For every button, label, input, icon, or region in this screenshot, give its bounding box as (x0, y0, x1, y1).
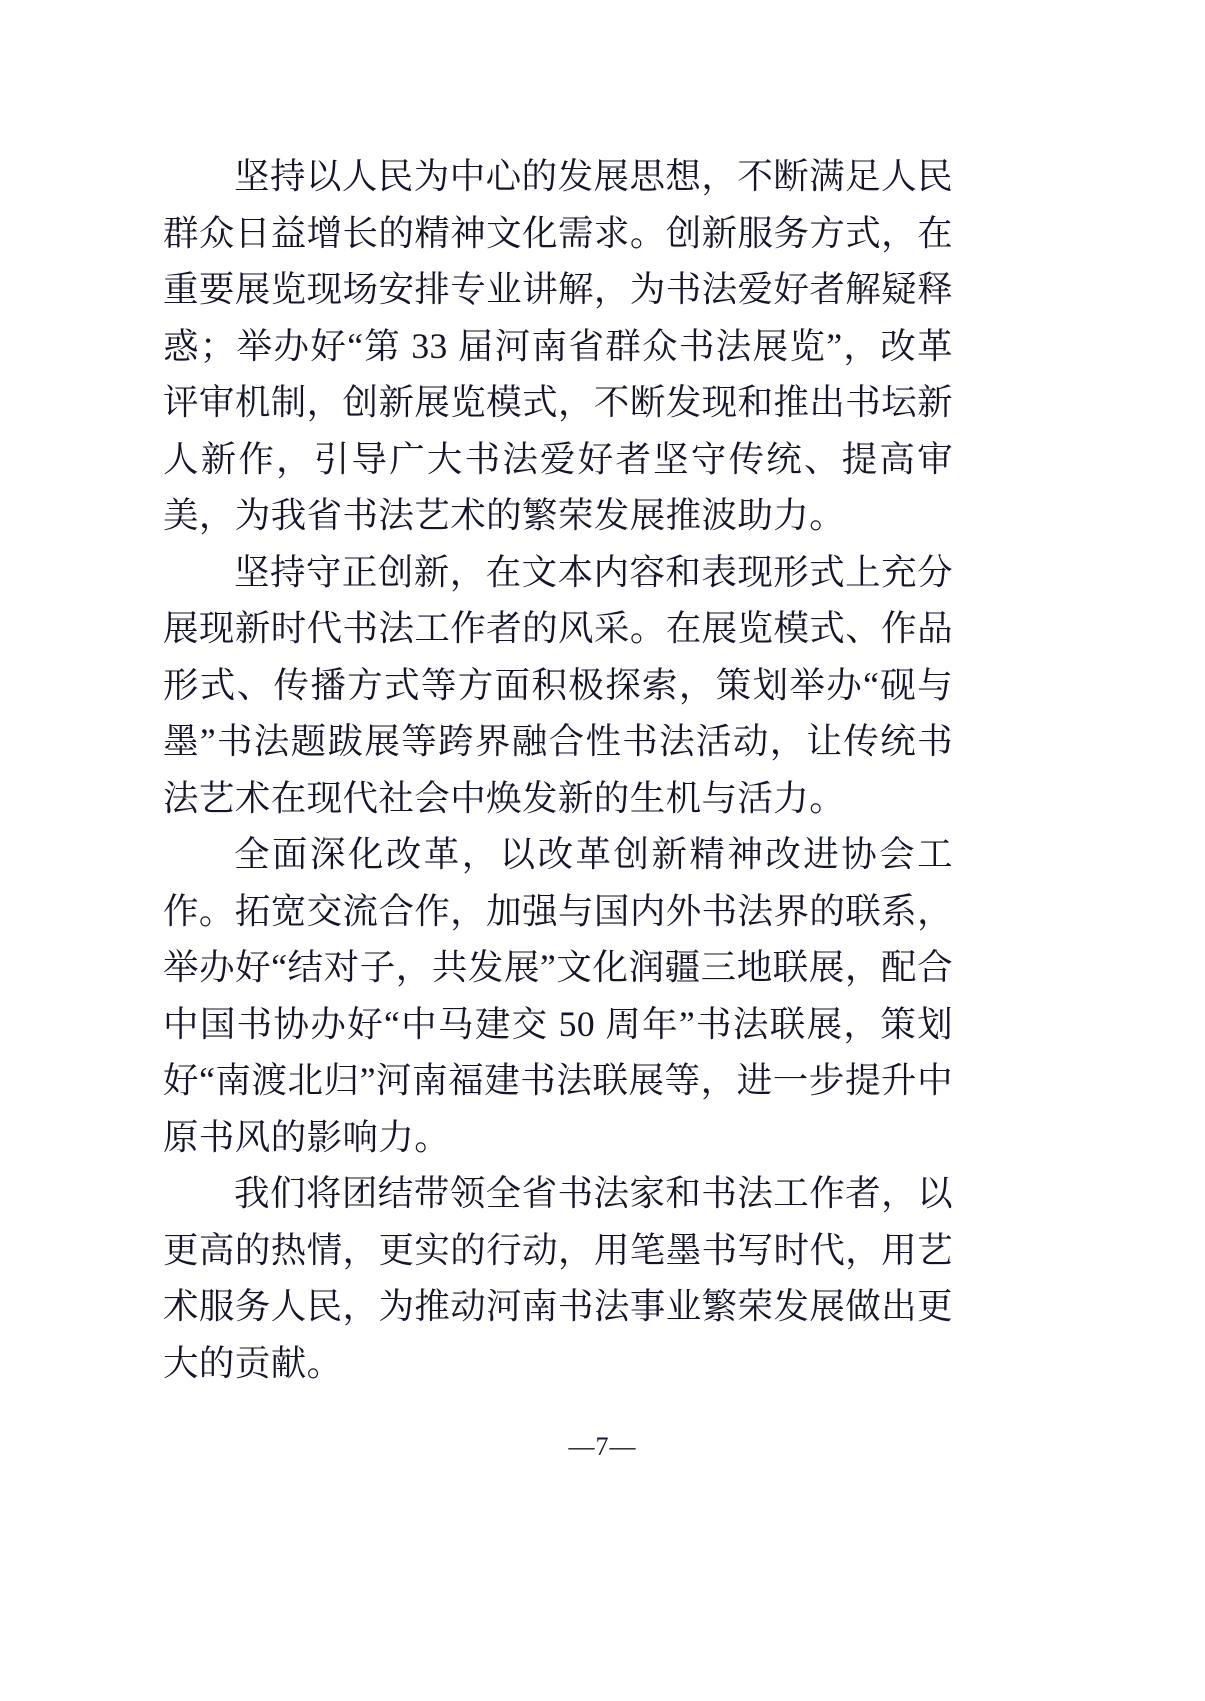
page-number: —7— (568, 1432, 637, 1461)
paragraph: 全面深化改革，以改革创新精神改进协会工作。拓宽交流合作，加强与国内外书法界的联系，举办好“结对子，共发展”文化润疆三地联展，配合中国书协办好“中马建交 50 周年”书法联展，策划好“南渡北归”河南福建书法联展等，进一步提升中原书风的影响力。 (163, 834, 953, 1157)
paragraph: 坚持守正创新，在文本内容和表现形式上充分展现新时代书法工作者的风采。在展览模式、作品形式、传播方式等方面积极探索，策划举办“砚与墨”书法题跋展等跨界融合性书法活动，让传统书法艺术在现代社会中焕发新的生机与活力。 (163, 551, 953, 818)
document-body (163, 148, 953, 1391)
paragraph: 我们将团结带领全省书法家和书法工作者，以更高的热情，更实的行动，用笔墨书写时代，用艺术服务人民，为推动河南书法事业繁荣发展做出更大的贡献。 (163, 1173, 953, 1383)
paragraph: 坚持以人民为中心的发展思想，不断满足人民群众日益增长的精神文化需求。创新服务方式，在重要展览现场安排专业讲解，为书法爱好者解疑释惑；举办好“第 33 届河南省群众书法展览”，改革评审机制，创新展览模式，不断发现和推出书坛新人新作，引导广大书法爱好者坚守传统、提高审美，为我省书法艺术的繁荣发展推波助力。 (163, 156, 953, 535)
